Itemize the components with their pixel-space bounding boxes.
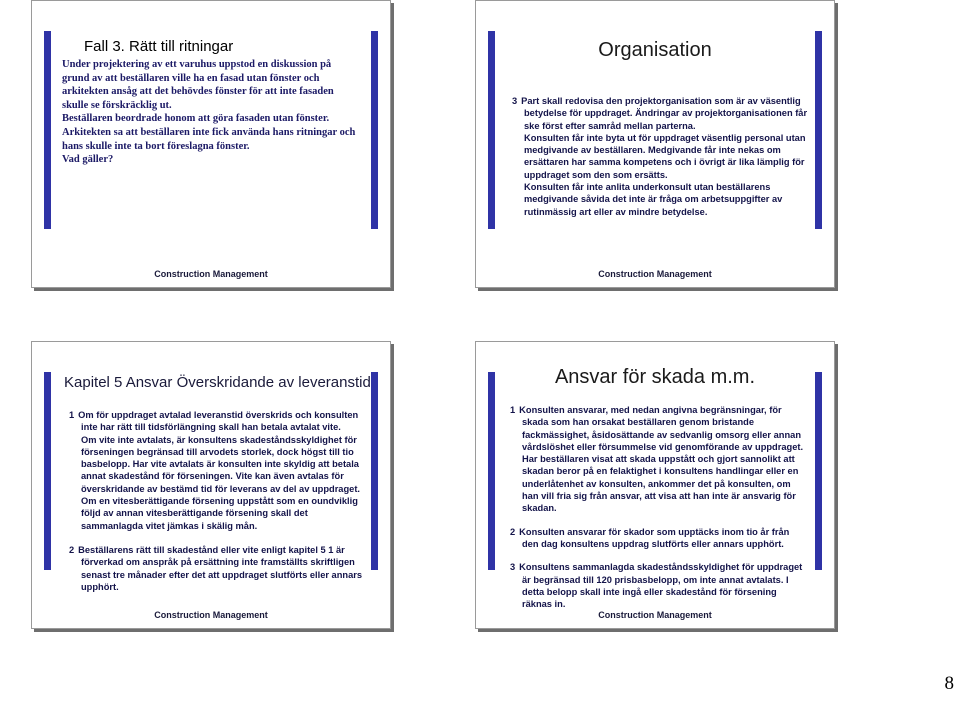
slide-footer: Construction Management — [154, 610, 268, 620]
numbered-item: 3 Part skall redovisa den projektorganisation som är av väsentlig betydelse för uppdraget. Ändringar av projektorganisationen får ske först efter samråd mellan parterna. — [512, 96, 808, 131]
slide-footer: Construction Management — [598, 269, 712, 279]
slide-liability — [475, 341, 835, 629]
slide-body — [69, 409, 366, 593]
numbered-item: 3 Konsultens sammanlagda skadeståndsskyldighet för uppdraget är begränsad till 120 prisbasbelopp, om inte annat avtalats. I detta belopp skall inte ingå eller skadestånd för försening räknas in. — [510, 562, 803, 610]
numbered-item: 2 Beställarens rätt till skadestånd eller vite enligt kapitel 5 1 är förverkad om anspråk på ersättning inte framställts skriftligen senast tre månader efter det att uppdraget slutförts eller annars upphört. — [69, 544, 363, 592]
paragraph: Beställaren beordrade honom att göra fasaden utan fönster. — [62, 113, 330, 125]
paragraph: Konsulten får inte anlita underkonsult utan beställarens medgivande såvida det inte är fråga om arbetsuppgifter av rutinmässig art eller av mindre betydelse. — [524, 182, 783, 217]
slide-footer: Construction Management — [154, 269, 268, 279]
slide-title: Kapitel 5 Ansvar Överskridande av leveranstid — [64, 374, 371, 391]
paragraph: Vad gäller? — [62, 154, 114, 166]
slide-accent-bar — [44, 31, 51, 229]
paragraph: Arkitekten sa att beställaren inte fick använda hans ritningar och hans skulle inte ta bort föreslagna fönster. — [62, 126, 356, 152]
slide-body — [512, 95, 808, 218]
slide-footer: Construction Management — [598, 610, 712, 620]
slide-body — [510, 404, 808, 610]
slide-accent-bar — [371, 372, 378, 570]
slide-chapter-5 — [31, 341, 391, 629]
slide-accent-bar — [371, 31, 378, 229]
slide-accent-bar — [44, 372, 51, 570]
slide-accent-bar — [815, 372, 822, 570]
paragraph: Under projektering av ett varuhus uppstod en diskussion på grund av att beställaren ville ha en fasad utan fönster och arkitekten ansåg att det behövdes fönster för att inte fasaden skulle se förskräcklig ut. — [62, 59, 334, 111]
paragraph: Om vite inte avtalats, är konsultens skadeståndsskyldighet för förseningen begränsad till arvodets storlek, dock högst till tio basbelopp. Har vite avtalats är konsulten inte skyldig att betala annat skadestånd för förseningen. Vite kan även avtalas för överskridande av bestämd tid för leverans av del av uppdraget. Om en vitesberättigande försening uppstått som en oundviklig följd av annan vitesberättigande försening skall det sammanlagda vitet jämkas i skälig mån. — [81, 434, 361, 531]
page-number: 8 — [944, 673, 954, 694]
numbered-item: 1 Konsulten ansvarar, med nedan angivna begränsningar, för skada som han orsakat beställaren genom bristande fackmässighet, åsidosättande av sedvanlig omsorg eller annan vårdslöshet eller försummelse vid genomförande av uppdraget. Har beställaren visat att skada uppstått och gjort sannolikt att skadan beror på en felaktighet i konsultens handlingar eller en underlåtenhet av konsulten, ankommer det på konsulten, om han vill fria sig från ansvar, att visa att han inte är ansvarig för skadan. — [510, 405, 804, 514]
slide-title: Fall 3. Rätt till ritningar — [84, 38, 234, 55]
slide-title: Organisation — [598, 39, 712, 61]
slide-case-3 — [31, 0, 391, 288]
numbered-item: 1 Om för uppdraget avtalad leveranstid överskrids och konsulten inte har rätt till tidsförlängning skall han betala avtalat vite. — [69, 410, 359, 433]
slide-title: Ansvar för skada m.m. — [554, 366, 756, 388]
paragraph: Konsulten får inte byta ut för uppdraget väsentlig personal utan medgivande av beställaren. Medgivande får inte nekas om ersättaren har samma kompetens och i övrigt är lika lämplig för uppdraget som den som ersätts. — [524, 132, 806, 180]
slide-organisation — [475, 0, 835, 288]
slide-accent-bar — [488, 372, 495, 570]
numbered-item: 2 Konsulten ansvarar för skador som upptäcks inom tio år från den dag konsultens uppdrag slutförts eller annars upphört. — [510, 526, 790, 549]
slide-body — [62, 58, 360, 167]
